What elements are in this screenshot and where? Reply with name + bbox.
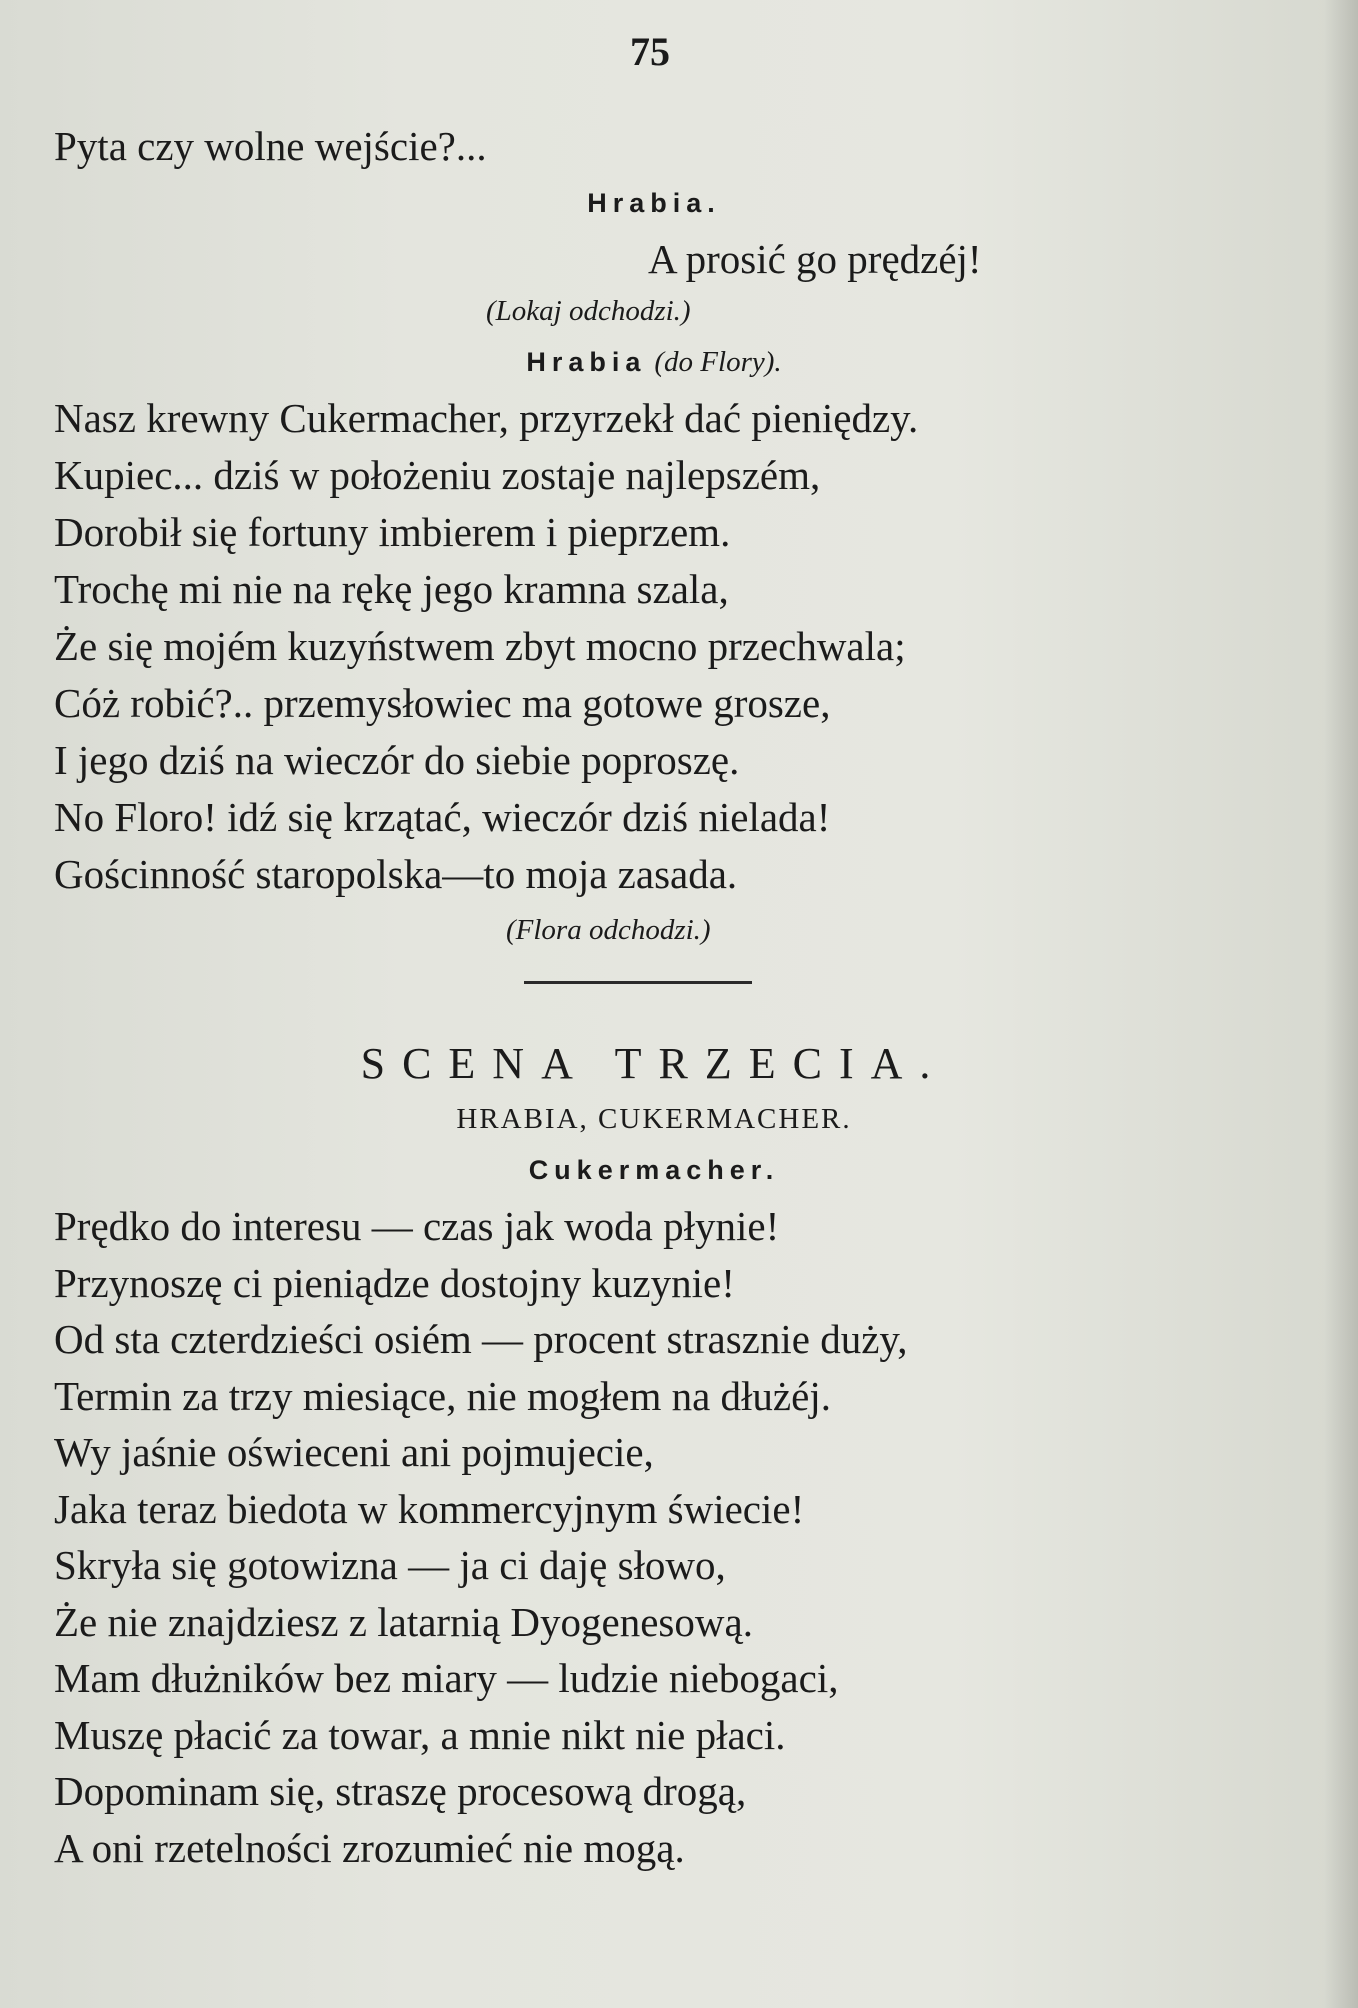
stage-direction: (Lokaj odchodzi.) bbox=[486, 295, 691, 327]
verse-block bbox=[54, 1198, 1254, 1876]
verse-line: Prędko do interesu — czas jak woda płynie! bbox=[54, 1203, 780, 1249]
speaker-name: Hrabia. bbox=[587, 188, 721, 218]
verse-line: Dopominam się, straszę procesową drogą, bbox=[54, 1768, 747, 1814]
verse-line: Od sta czterdzieści osiém — procent strasznie duży, bbox=[54, 1316, 908, 1362]
verse-line: Termin za trzy miesiące, nie mogłem na dłużéj. bbox=[54, 1372, 831, 1419]
verse-line: A prosić go prędzéj! bbox=[648, 236, 982, 282]
verse-line: Że nie znajdziesz z latarnią Dyogenesową. bbox=[54, 1598, 753, 1645]
stage-direction: (Flora odchodzi.) bbox=[506, 914, 711, 946]
speaker-name: Hrabia bbox=[526, 347, 647, 377]
section-divider bbox=[524, 981, 752, 984]
verse-line: No Floro! idź się krzątać, wieczór dziś nielada! bbox=[54, 794, 831, 840]
speaker-heading bbox=[54, 334, 1254, 390]
speaker-direction: (do Flory). bbox=[654, 346, 782, 378]
verse-line: Mam dłużników bez miary — ludzie niebogaci, bbox=[54, 1655, 839, 1701]
page-gutter-shadow bbox=[1324, 0, 1358, 2008]
verse-line: Muszę płacić za towar, a mnie nikt nie płaci. bbox=[54, 1711, 786, 1758]
verse-line: Kupiec... dziś w położeniu zostaje najlepszém, bbox=[54, 452, 821, 498]
scene-characters: HRABIA, CUKERMACHER. bbox=[456, 1103, 852, 1135]
verse-line: Jaka teraz biedota w kommercyjnym świecie! bbox=[54, 1485, 805, 1532]
page-number: 75 bbox=[630, 29, 670, 74]
verse-line: Pyta czy wolne wejście?... bbox=[54, 123, 487, 169]
verse-line: Skryła się gotowizna — ja ci daję słowo, bbox=[54, 1542, 726, 1588]
verse-line: Cóż robić?.. przemysłowiec ma gotowe grosze, bbox=[54, 680, 831, 726]
verse-line: Że się mojém kuzyństwem zbyt mocno przechwala; bbox=[54, 623, 906, 669]
verse-line: I jego dziś na wieczór do siebie poproszę. bbox=[54, 737, 740, 783]
verse-line: Nasz krewny Cukermacher, przyrzekł dać pieniędzy. bbox=[54, 395, 919, 441]
verse-line: Wy jaśnie oświeceni ani pojmujecie, bbox=[54, 1429, 654, 1475]
speaker-name: Cukermacher. bbox=[528, 1155, 780, 1185]
verse-line: Gościnność staropolska—to moja zasada. bbox=[54, 851, 738, 897]
verse-line: Trochę mi nie na rękę jego kramna szala, bbox=[54, 566, 729, 612]
verse-line: A oni rzetelności zrozumieć nie mogą. bbox=[54, 1824, 685, 1871]
verse-block bbox=[54, 390, 1254, 903]
page-content bbox=[54, 118, 1254, 1876]
scene-title: SCENA TRZECIA. bbox=[360, 1039, 948, 1088]
verse-line: Przynoszę ci pieniądze dostojny kuzynie! bbox=[54, 1259, 735, 1306]
verse-line: Dorobił się fortuny imbierem i pieprzem. bbox=[54, 509, 731, 555]
